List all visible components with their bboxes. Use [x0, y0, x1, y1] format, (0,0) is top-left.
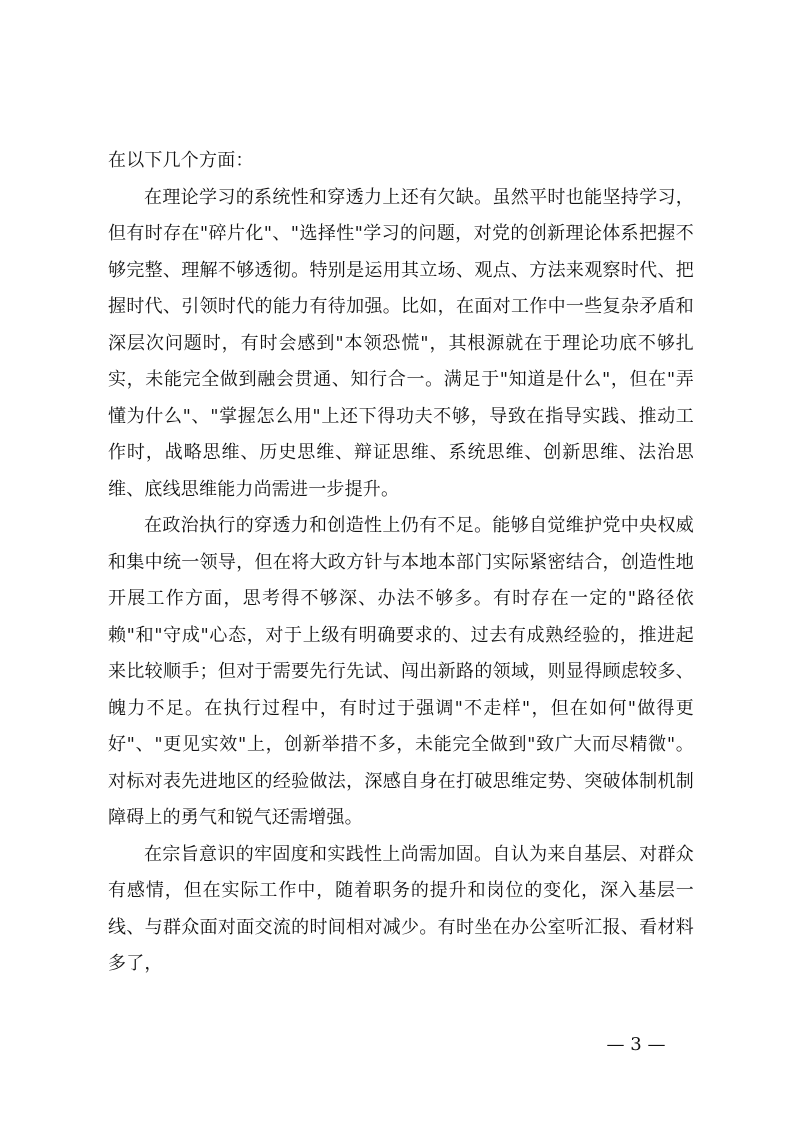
paragraph-theory-study: 在理论学习的系统性和穿透力上还有欠缺。虽然平时也能坚持学习，但有时存在"碎片化"、"选择性"学习的问题，对党的创新理论体系把握不够完整、理解不够透彻。特别是运用其立场、观点、方法来观察时代、把握时代、引领时代的能力有待加强。比如，在面对工作中一些复杂矛盾和深层次问题时，有时会感到"本领恐慌"，其根源就在于理论功底不够扎实，未能完全做到融会贯通、知行合一。满足于"知道是什么"，但在"弄懂为什么"、"掌握怎么用"上还下得功夫不够，导致在指导实践、推动工作时，战略思维、历史思维、辩证思维、系统思维、创新思维、法治思维、底线思维能力尚需进一步提升。 — [108, 186, 694, 500]
body-text — [108, 143, 694, 983]
paragraph-intro-continuation: 在以下几个方面： — [108, 150, 254, 171]
paragraph-political-execution: 在政治执行的穿透力和创造性上仍有不足。能够自觉维护党中央权威和集中统一领导，但在将大政方针与本地本部门实际紧密结合，创造性地开展工作方面，思考得不够深、办法不够多。有时存在一定的"路径依赖"和"守成"心态，对于上级有明确要求的、过去有成熟经验的，推进起来比较顺手；但对于需要先行先试、闯出新路的领域，则显得顾虑较多、魄力不足。在执行过程中，有时过于强调"不走样"，但在如何"做得更好"、"更见实效"上，创新举措不多，未能完全做到"致广大而尽精微"。对标对表先进地区的经验做法，深感自身在打破思维定势、突破体制机制障碍上的勇气和锐气还需增强。 — [108, 515, 694, 828]
page-number: — 3 — — [606, 1034, 666, 1055]
paragraph-purpose-awareness: 在宗旨意识的牢固度和实践性上尚需加固。自认为来自基层、对群众有感情，但在实际工作中，随着职务的提升和岗位的变化，深入基层一线、与群众面对面交流的时间相对减少。有时坐在办公室听汇报、看材料多了， — [108, 843, 694, 974]
